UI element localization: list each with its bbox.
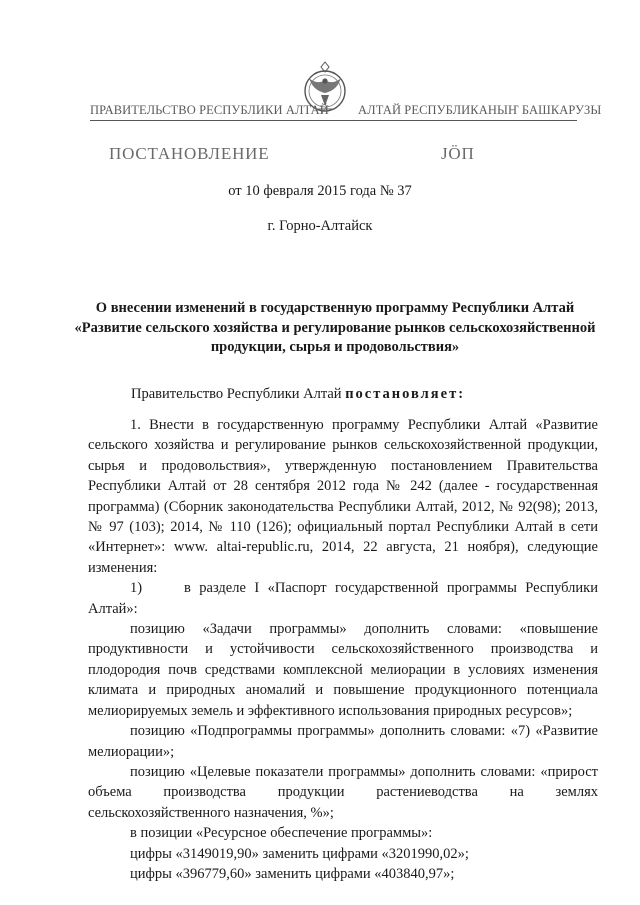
paragraph-resources: в позиции «Ресурсное обеспечение программы»:: [130, 825, 433, 842]
paragraph-tasks: позицию «Задачи программы» дополнить словами: «повышение продуктивности и устойчивости сельскохозяйственного производства и плодородия почв средствами комплексной мелиорации в условиях изменения климата и природных аномалий и повышение продукционного потенциала мелиорируемых земель и эффективного использования природных ресурсов»;: [88, 621, 598, 719]
document-type-russian: ПОСТАНОВЛЕНИЕ: [109, 144, 270, 163]
document-title: О внесении изменений в государственную программу Республики Алтай «Развитие сельского хозяйства и регулирование рынков сельскохозяйственной продукции, сырья и продовольствия»: [74, 300, 596, 355]
government-name-altai: АЛТАЙ РЕСПУБЛИКАНЫҤ БАШКАРУЗЫ: [358, 103, 602, 117]
decree-verb: постановляет:: [345, 386, 466, 402]
paragraph-subprograms: позицию «Подпрограммы программы» дополнить словами: «7) «Развитие мелиорации»;: [88, 723, 598, 760]
decree-line: [131, 386, 465, 403]
paragraph-targets: позицию «Целевые показатели программы» дополнить словами: «прирост объема производства продукции растениеводства на землях сельскохозяйственного назначения, %»;: [88, 763, 598, 821]
list-item-1: [88, 578, 598, 619]
document-city: г. Горно-Алтайск: [267, 218, 373, 234]
decree-subject: Правительство Республики Алтай: [131, 386, 342, 402]
document-body: [88, 415, 598, 884]
document-type-altai: ЈӦП: [441, 144, 475, 163]
paragraph-figures-1: цифры «3149019,90» заменить цифрами «3201990,02»;: [130, 845, 469, 862]
list-item-number: 1): [130, 580, 143, 597]
paragraph-figures-2: цифры «396779,60» заменить цифрами «403840,97»;: [130, 865, 455, 882]
government-name-russian: ПРАВИТЕЛЬСТВО РЕСПУБЛИКИ АЛТАЙ: [90, 103, 329, 117]
paragraph-1: 1. Внести в государственную программу Республики Алтай «Развитие сельского хозяйства и регулирование рынков сельскохозяйственной продукции, сырья и продовольствия», утвержденную постановлением Правительства Республики Алтай от 28 сентября 2012 года № 242 (далее - государственная программа) (Сборник законодательства Республики Алтай, 2012, № 92(98); 2013, № 97 (103); 2014, № 110 (126); официальный портал Республики Алтай в сети «Интернет»: www. altai-republic.ru, 2014, 22 августа, 21 ноября), следующие изменения:: [88, 417, 598, 576]
document-date-number: от 10 февраля 2015 года № 37: [228, 183, 412, 199]
list-item-text: в разделе I «Паспорт государственной программы Республики Алтай»:: [88, 580, 598, 617]
header-divider: [90, 120, 577, 121]
